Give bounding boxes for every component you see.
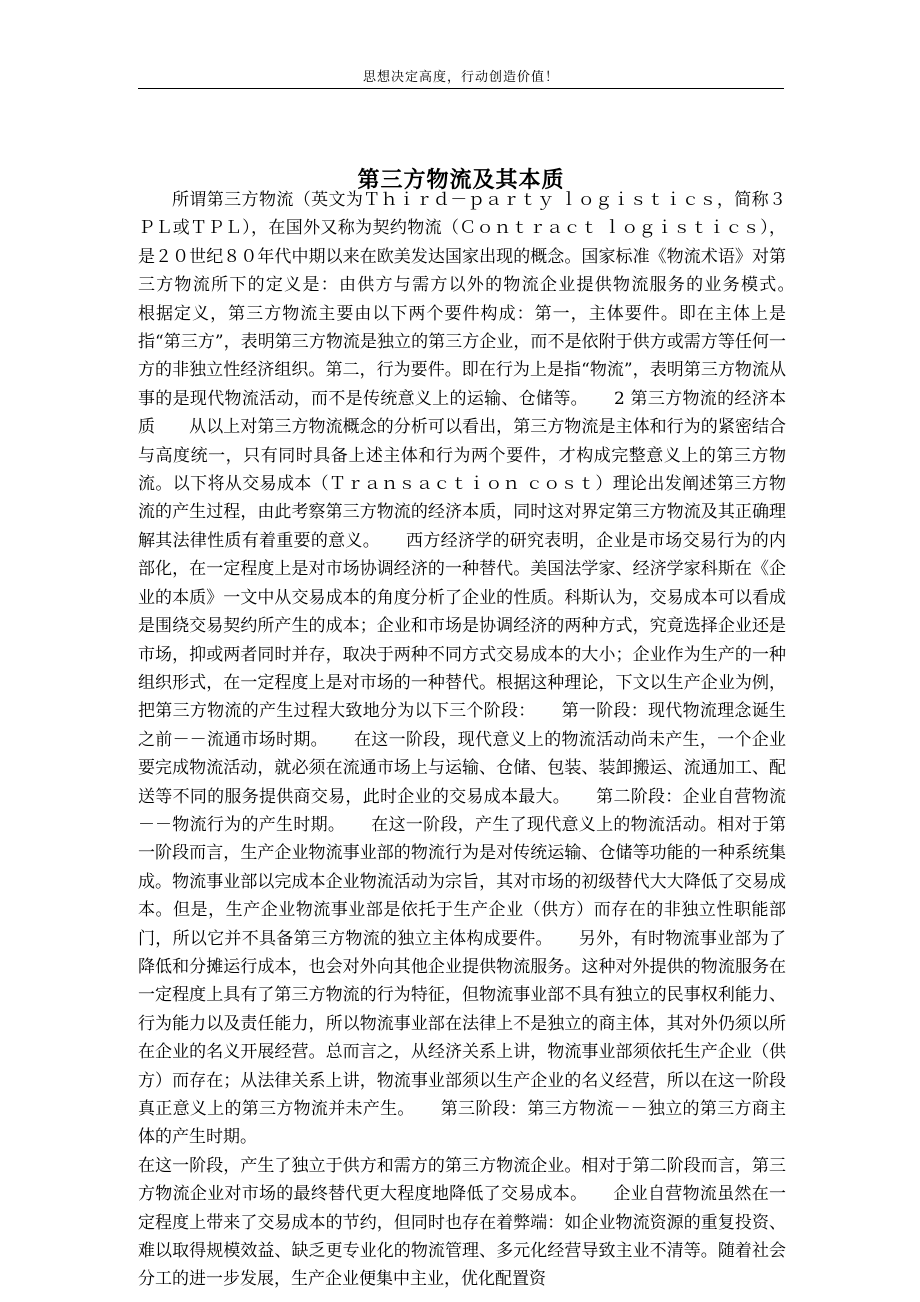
page-header-slogan: 思想决定高度，行动创造价值！	[362, 70, 559, 85]
document-title: 第三方物流及其本质	[357, 167, 565, 193]
body-paragraph-continued: 在这一阶段，产生了独立于供方和需方的第三方物流企业。相对于第二阶段而言，第三方物流企业对市场的最终替代更大程度地降低了交易成本。 企业自营物流虽然在一定程度上带来了交易成本的节约，但同时也存在着弊端：如企业物流资源的重复投资、难以取得规模效益、缺乏更专业化的物流管理、多元化经营导致主业不清等。随着社会分工的进一步发展，生产企业便集中主业，优化配置资	[138, 1155, 786, 1290]
document-body	[138, 186, 820, 1294]
body-paragraph: 所谓第三方物流（英文为Ｔｈｉｒｄ－ｐａｒｔｙ ｌｏｇｉｓｔｉｃｓ，简称３ＰＬ或ＴＰＬ），在国外又称为契约物流（Ｃｏｎｔｒａｃｔ ｌｏｇｉｓｔｉｃｓ），是２０世纪８０年代中期以来在欧美发达国家出现的概念。国家标准《物流术语》对第三方物流所下的定义是：由供方与需方以外的物流企业提供物流服务的业务模式。 根据定义，第三方物流主要由以下两个要件构成：第一，主体要件。即在主体上是指“第三方”，表明第三方物流是独立的第三方企业，而不是依附于供方或需方等任何一方的非独立性经济组织。第二，行为要件。即在行为上是指“物流”，表明第三方物流从事的是现代物流活动，而不是传统意义上的运输、仓储等。 2 第三方物流的经济本质 从以上对第三方物流概念的分析可以看出，第三方物流是主体和行为的紧密结合与高度统一，只有同时具备上述主体和行为两个要件，才构成完整意义上的第三方物流。以下将从交易成本（Ｔｒａｎｓａｃｔｉｏｎ ｃｏｓｔ）理论出发阐述第三方物流的产生过程，由此考察第三方物流的经济本质，同时这对界定第三方物流及其正确理解其法律性质有着重要的意义。 西方经济学的研究表明，企业是市场交易行为的内部化，在一定程度上是对市场协调经济的一种替代。美国法学家、经济学家科斯在《企业的本质》一文中从交易成本的角度分析了企业的性质。科斯认为，交易成本可以看成是围绕交易契约所产生的成本；企业和市场是协调经济的两种方式，究竟选择企业还是市场，抑或两者同时并存，取决于两种不同方式交易成本的大小；企业作为生产的一种组织形式，在一定程度上是对市场的一种替代。根据这种理论，下文以生产企业为例，把第三方物流的产生过程大致地分为以下三个阶段： 第一阶段：现代物流理念诞生之前－－流通市场时期。 在这一阶段，现代意义上的物流活动尚未产生，一个企业要完成物流活动，就必须在流通市场上与运输、仓储、包装、装卸搬运、流通加工、配送等不同的服务提供商交易，此时企业的交易成本最大。 第二阶段：企业自营物流－－物流行为的产生时期。 在这一阶段，产生了现代意义上的物流活动。相对于第一阶段而言，生产企业物流事业部的物流行为是对传统运输、仓储等功能的一种系统集成。物流事业部以完成本企业物流活动为宗旨，其对市场的初级替代大大降低了交易成本。但是，生产企业物流事业部是依托于生产企业（供方）而存在的非独立性职能部门，所以它并不具备第三方物流的独立主体构成要件。 另外，有时物流事业部为了降低和分摊运行成本，也会对外向其他企业提供物流服务。这种对外提供的物流服务在一定程度上具有了第三方物流的行为特征，但物流事业部不具有独立的民事权利能力、行为能力以及责任能力，所以物流事业部在法律上不是独立的商主体，其对外仍须以所在企业的名义开展经营。总而言之，从经济关系上讲，物流事业部须依托生产企业（供方）而存在；从法律关系上讲，物流事业部须以生产企业的名义经营，所以在这一阶段真正意义上的第三方物流并未产生。 第三阶段：第三方物流－－独立的第三方商主体的产生时期。	[138, 190, 820, 1148]
header-divider	[138, 88, 784, 89]
